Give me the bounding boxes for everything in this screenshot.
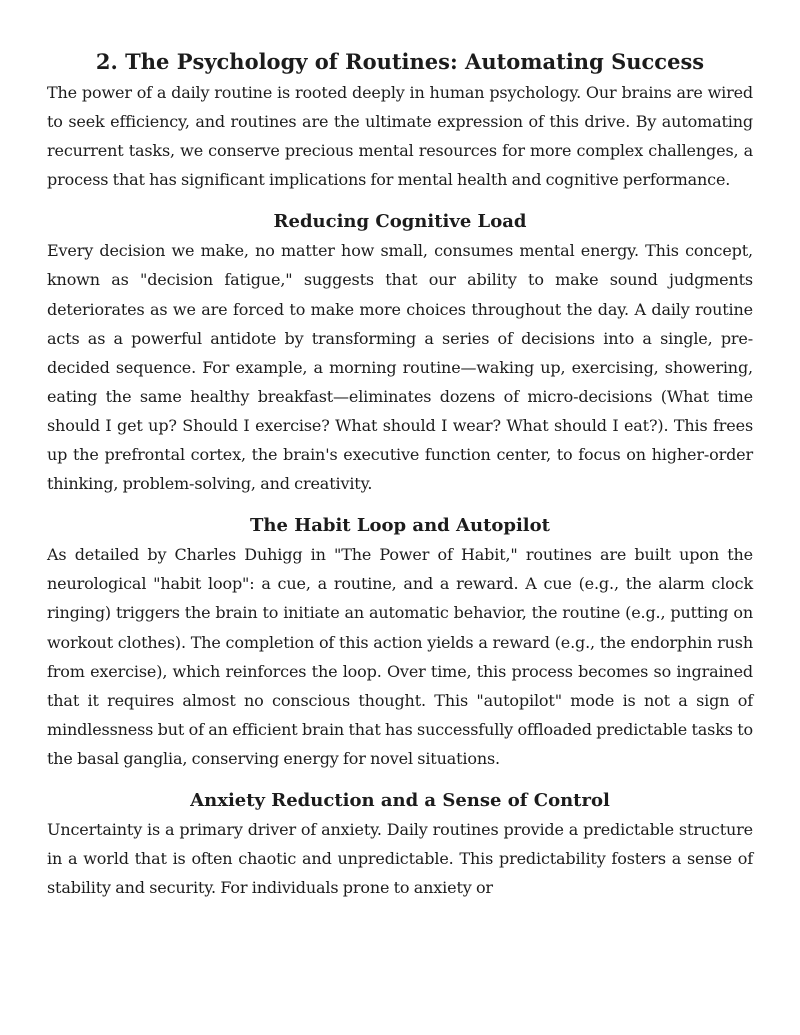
paragraph-anxiety-reduction: Uncertainty is a primary driver of anxiety. Daily routines provide a predictable structure in a world that is often chaotic and unpredictable. This predictability fosters a sense of stability and security. For individuals prone to anxiety or [47,819,753,898]
heading-habit-loop: The Habit Loop and Autopilot [250,515,550,537]
paragraph-habit-loop: As detailed by Charles Duhigg in "The Power of Habit," routines are built upon the neurological "habit loop": a cue, a routine, and a reward. A cue (e.g., the alarm clock ringing) triggers the brain to initiate an automatic behavior, the routine (e.g., putting on workout clothes). The completion of this action yields a reward (e.g., the endorphin rush from exercise), which reinforces the loop. Over time, this process becomes so ingrained that it requires almost no conscious thought. This "autopilot" mode is not a sign of mindlessness but of an efficient brain that has successfully offloaded predictable tasks to the basal ganglia, conserving energy for novel situations. [47,545,753,768]
heading-anxiety-reduction: Anxiety Reduction and a Sense of Control [190,789,610,811]
heading-cognitive-load: Reducing Cognitive Load [273,211,527,233]
paragraph-cognitive-load: Every decision we make, no matter how small, consumes mental energy. This concept, known as "decision fatigue," suggests that our ability to make sound judgments deteriorates as we are forced to make more choices throughout the day. A daily routine acts as a powerful antidote by transforming a series of decisions into a single, pre-decided sequence. For example, a morning routine—waking up, exercising, showering, eating the same healthy breakfast—eliminates dozens of micro-decisions (What time should I get up? Should I exercise? What should I wear? What should I eat?). This frees up the prefrontal cortex, the brain's executive function center, to focus on higher-order thinking, problem-solving, and creativity. [47,241,753,494]
intro-paragraph: The power of a daily routine is rooted deeply in human psychology. Our brains are wired to seek efficiency, and routines are the ultimate expression of this drive. By automating recurrent tasks, we conserve precious mental resources for more complex challenges, a process that has significant implications for mental health and cognitive performance. [47,83,753,190]
document-page [47,46,753,902]
section-title: 2. The Psychology of Routines: Automating Success [95,49,705,74]
